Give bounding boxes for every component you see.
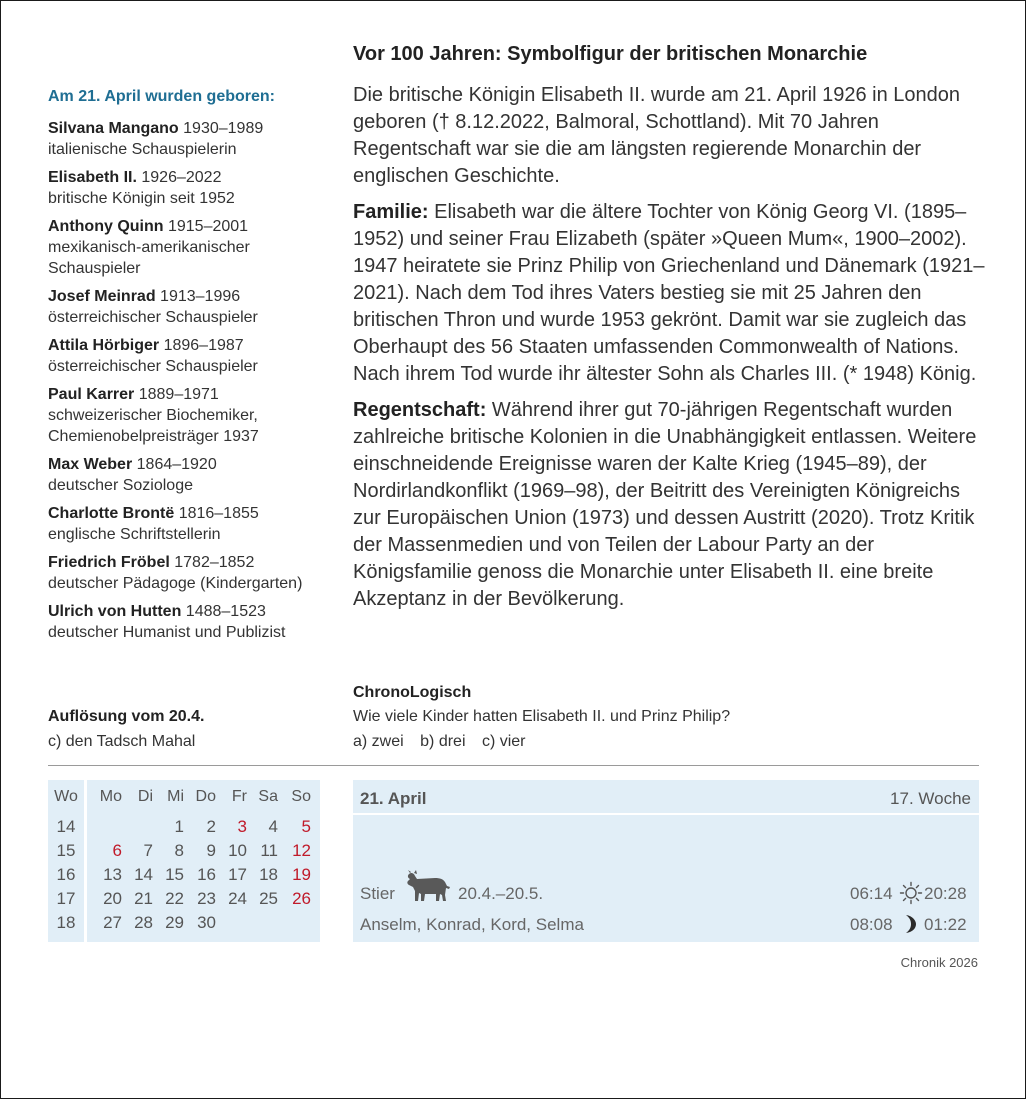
- born-item: [48, 552, 338, 594]
- moon-icon: [902, 914, 918, 934]
- calendar-day: 30: [197, 913, 216, 932]
- calendar-day: 16: [197, 865, 216, 884]
- calendar-day: 13: [103, 865, 122, 884]
- born-years: 1896–1987: [163, 337, 244, 354]
- article-body: [353, 82, 993, 622]
- divider: [48, 765, 979, 766]
- calendar-weekday-label: Fr: [231, 788, 247, 805]
- born-name: Attila Hörbiger: [48, 337, 160, 354]
- zodiac-sign: Stier: [360, 884, 395, 903]
- calendar-day: 9: [206, 841, 216, 860]
- born-item: [48, 503, 338, 545]
- calendar-weekday-label: Mo: [99, 788, 122, 805]
- footer-label: Chronik 2026: [900, 955, 978, 970]
- calendar-day: 29: [165, 913, 184, 932]
- solution-text: c) den Tadsch Mahal: [48, 733, 196, 750]
- born-list: [48, 118, 338, 650]
- calendar-day: 24: [228, 889, 247, 908]
- born-item: [48, 118, 338, 160]
- calendar-day: 14: [134, 865, 153, 884]
- calendar-header-row: [48, 788, 320, 812]
- born-item: [48, 167, 338, 209]
- calendar-day: 28: [134, 913, 153, 932]
- day-week: 17. Woche: [890, 789, 971, 808]
- reign-label: Regentschaft:: [353, 399, 487, 421]
- day-date: 21. April: [360, 789, 427, 808]
- calendar-day: 1: [174, 817, 184, 836]
- born-item: [48, 335, 338, 377]
- calendar-day: 18: [259, 865, 278, 884]
- calendar-weekday-label: So: [291, 788, 311, 805]
- born-item: [48, 384, 338, 447]
- calendar-weekday-label: Mi: [167, 788, 184, 805]
- quiz-answer-c: c) vier: [481, 733, 526, 750]
- solution-title: Auflösung vom 20.4.: [48, 708, 205, 725]
- calendar-day: 22: [165, 889, 184, 908]
- born-name: Elisabeth II.: [48, 169, 137, 186]
- calendar-day: 11: [260, 841, 278, 860]
- born-item: [48, 286, 338, 328]
- calendar-week-number: 14: [56, 817, 76, 836]
- day-header-separator: [353, 813, 979, 815]
- calendar-day: 12: [292, 841, 311, 860]
- calendar-day: 4: [268, 817, 278, 836]
- calendar-day: 5: [301, 817, 311, 836]
- name-days: Anselm, Konrad, Kord, Selma: [360, 915, 584, 934]
- born-description: österreichischer Schauspieler: [48, 358, 258, 375]
- born-description: deutscher Pädagoge (Kindergarten): [48, 575, 303, 592]
- born-heading: Am 21. April wurden geboren:: [48, 88, 275, 105]
- calendar-week-row: [48, 865, 320, 889]
- calendar-day: 3: [237, 817, 247, 836]
- calendar-weekday-label: Di: [137, 788, 153, 805]
- born-description: englische Schriftstellerin: [48, 526, 221, 543]
- born-name: Paul Karrer: [48, 386, 135, 403]
- born-description: österreichischer Schauspieler: [48, 309, 258, 326]
- article-reign: [353, 397, 993, 613]
- born-years: 1816–1855: [178, 505, 259, 522]
- calendar-weekday-label: Sa: [258, 788, 278, 805]
- calendar-day: 2: [206, 817, 216, 836]
- calendar-week-number: 17: [56, 889, 76, 908]
- moonset-time: 01:22: [924, 915, 967, 934]
- calendar-week-row: [48, 913, 320, 937]
- calendar-week-number: 15: [56, 841, 76, 860]
- born-years: 1782–1852: [174, 554, 255, 571]
- mini-calendar: [48, 780, 320, 942]
- born-description: deutscher Soziologe: [48, 477, 193, 494]
- born-name: Charlotte Brontë: [48, 505, 175, 522]
- calendar-day: 20: [103, 889, 122, 908]
- born-item: [48, 601, 338, 643]
- born-description: mexikanisch-amerikanischer Schauspieler: [48, 239, 250, 277]
- sun-icon: [899, 881, 923, 905]
- calendar-day: 23: [197, 889, 216, 908]
- calendar-day: 26: [292, 889, 311, 908]
- day-panel: [353, 780, 979, 942]
- born-years: 1915–2001: [167, 218, 249, 235]
- moonrise-time: 08:08: [850, 915, 893, 934]
- calendar-day: 7: [143, 841, 153, 860]
- calendar-day: 15: [165, 865, 184, 884]
- quiz-answer-a: a) zwei: [353, 733, 404, 750]
- calendar-week-row: [48, 817, 320, 841]
- born-description: deutscher Humanist und Publizist: [48, 624, 286, 641]
- sunset-time: 20:28: [924, 884, 967, 903]
- quiz-answers: [353, 733, 538, 751]
- calendar-weekday-label: Wo: [54, 788, 78, 805]
- family-label: Familie:: [353, 201, 429, 223]
- born-item: [48, 216, 338, 279]
- calendar-day: 6: [112, 841, 122, 860]
- born-name: Josef Meinrad: [48, 288, 156, 305]
- born-name: Friedrich Fröbel: [48, 554, 170, 571]
- bull-icon: [405, 870, 451, 902]
- calendar-day: 25: [259, 889, 278, 908]
- calendar-day: 8: [174, 841, 184, 860]
- article-family: [353, 199, 993, 388]
- calendar-week-row: [48, 889, 320, 913]
- born-name: Max Weber: [48, 456, 133, 473]
- reign-text: Während ihrer gut 70-jährigen Regentschaft wurden zahlreiche britische Kolonien in die Unabhängigkeit entlassen. Weitere einschneidende Ereignisse waren der Kalte Krieg (1945–89), der Nordirlandkonflikt (1969–98), der Beitritt des Vereinigten Königreichs zur Europäischen Union (1973) und dessen Austritt (2020). Trotz Kritik der Massenmedien und von Teilen der Labour Party an der Königsfamilie genoss die Monarchie unter Elisabeth II. eine breite Akzeptanz in der Bevölkerung.: [353, 399, 977, 610]
- born-description: britische Königin seit 1952: [48, 190, 235, 207]
- quiz-title: ChronoLogisch: [353, 684, 472, 701]
- calendar-week-number: 18: [56, 913, 76, 932]
- calendar-week-number: 16: [56, 865, 76, 884]
- born-item: [48, 454, 338, 496]
- zodiac-range: 20.4.–20.5.: [458, 884, 544, 903]
- calendar-weekday-label: Do: [195, 788, 216, 805]
- quiz-question: Wie viele Kinder hatten Elisabeth II. und Prinz Philip?: [353, 708, 731, 725]
- calendar-day: 17: [228, 865, 247, 884]
- calendar-day: 21: [134, 889, 153, 908]
- born-years: 1926–2022: [141, 169, 222, 186]
- born-name: Silvana Mangano: [48, 120, 179, 137]
- born-years: 1864–1920: [136, 456, 217, 473]
- family-text: Elisabeth war die ältere Tochter von König Georg VI. (1895–1952) und seiner Frau Elizabeth (später »Queen Mum«, 1900–2002). 1947 heiratete sie Prinz Philip von Griechenland und Dänemark (1921–2021). Nach dem Tod ihres Vaters bestieg sie mit 25 Jahren den britischen Thron und wurde 1953 gekrönt. Damit war sie zugleich das Oberhaupt des 56 Staaten umfassenden Commonwealth of Nations. Nach ihrem Tod wurde ihr ältester Sohn als Charles III. (* 1948) König.: [353, 201, 985, 385]
- sunrise-time: 06:14: [850, 884, 893, 903]
- born-description: italienische Schauspielerin: [48, 141, 237, 158]
- calendar-day: 19: [292, 865, 311, 884]
- born-years: 1930–1989: [183, 120, 264, 137]
- born-name: Anthony Quinn: [48, 218, 164, 235]
- calendar-day: 27: [103, 913, 122, 932]
- article-headline: Vor 100 Jahren: Symbolfigur der britischen Monarchie: [353, 43, 868, 65]
- born-years: 1488–1523: [185, 603, 266, 620]
- quiz-answer-b: b) drei: [420, 733, 466, 750]
- born-years: 1913–1996: [160, 288, 241, 305]
- article-intro: Die britische Königin Elisabeth II. wurde am 21. April 1926 in London geboren († 8.12.2022, Balmoral, Schottland). Mit 70 Jahren Regentschaft war sie die am längsten regierende Monarchin der englischen Geschichte.: [353, 84, 961, 187]
- born-years: 1889–1971: [138, 386, 219, 403]
- calendar-day: 10: [228, 841, 247, 860]
- born-name: Ulrich von Hutten: [48, 603, 182, 620]
- born-description: schweizerischer Biochemiker, Chemienobelpreisträger 1937: [48, 407, 259, 445]
- calendar-week-row: [48, 841, 320, 865]
